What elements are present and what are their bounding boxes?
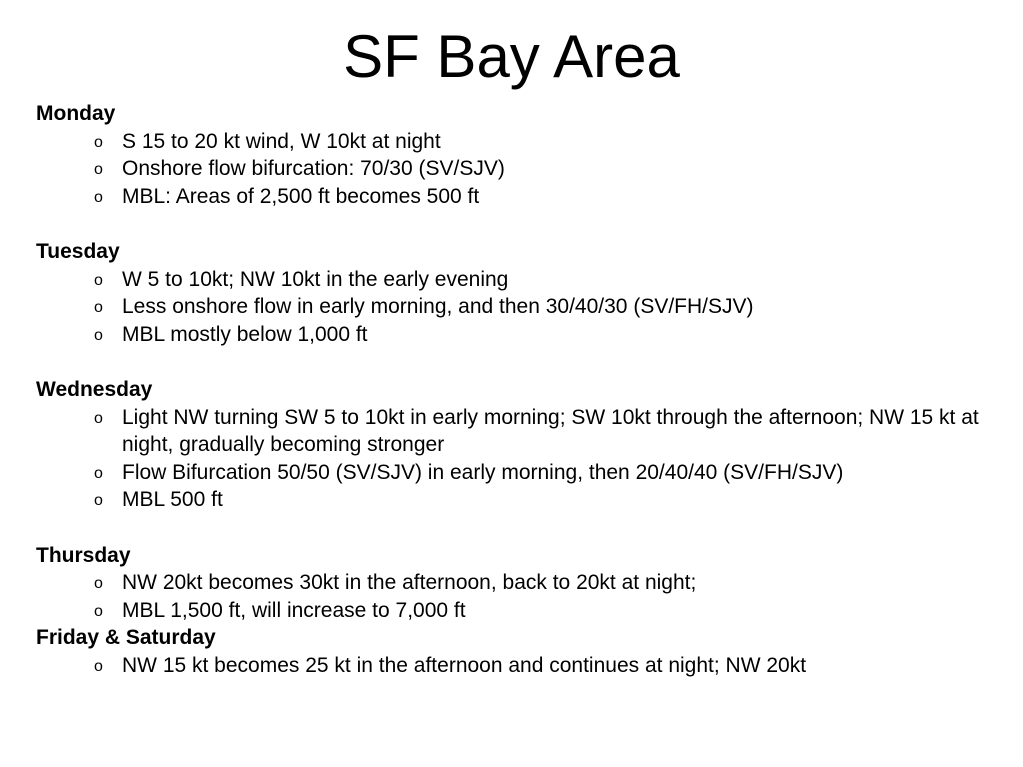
day-block-tuesday	[36, 238, 996, 348]
list-item	[36, 404, 996, 459]
slide-title: SF Bay Area	[343, 23, 680, 90]
forecast-content	[36, 100, 996, 679]
bullet-list	[36, 569, 996, 624]
list-item-text: NW 20kt becomes 30kt in the afternoon, back to 20kt at night;	[122, 571, 697, 595]
bullet-list	[36, 266, 996, 349]
list-item-text: MBL 1,500 ft, will increase to 7,000 ft	[122, 598, 466, 622]
list-item-text: NW 15 kt becomes 25 kt in the afternoon and continues at night; NW 20kt	[122, 653, 807, 677]
day-heading: Tuesday	[36, 239, 120, 263]
list-item-text: Light NW turning SW 5 to 10kt in early morning; SW 10kt through the afternoon; NW 15 kt at night, gradually becoming stronger	[122, 405, 979, 457]
list-item	[36, 128, 996, 156]
day-block-monday	[36, 100, 996, 210]
list-item-text: W 5 to 10kt; NW 10kt in the early evening	[122, 267, 509, 291]
day-heading: Thursday	[36, 543, 131, 567]
day-block-friday-saturday	[36, 624, 996, 679]
list-item	[36, 486, 996, 514]
bullet-icon: o	[94, 271, 103, 289]
bullet-icon: o	[94, 161, 103, 179]
day-block-thursday	[36, 542, 996, 625]
list-item	[36, 321, 996, 349]
list-item	[36, 155, 996, 183]
list-item	[36, 266, 996, 294]
section-spacer	[36, 348, 996, 376]
day-heading: Monday	[36, 102, 116, 125]
bullet-icon: o	[94, 492, 103, 510]
bullet-icon: o	[94, 188, 103, 206]
day-heading: Friday & Saturday	[36, 626, 216, 650]
list-item	[36, 293, 996, 321]
bullet-icon: o	[94, 575, 103, 593]
bullet-icon: o	[94, 657, 103, 675]
bullet-list	[36, 128, 996, 211]
section-spacer	[36, 514, 996, 542]
list-item-text: Less onshore flow in early morning, and then 30/40/30 (SV/FH/SJV)	[122, 295, 754, 319]
bullet-icon: o	[94, 326, 103, 344]
list-item-text: S 15 to 20 kt wind, W 10kt at night	[122, 129, 441, 153]
day-block-wednesday	[36, 376, 996, 514]
list-item-text: MBL 500 ft	[122, 488, 223, 512]
list-item-text: Flow Bifurcation 50/50 (SV/SJV) in early morning, then 20/40/40 (SV/FH/SJV)	[122, 460, 844, 484]
bullet-list	[36, 404, 996, 514]
list-item	[36, 652, 996, 680]
bullet-list	[36, 652, 996, 680]
bullet-icon: o	[94, 464, 103, 482]
list-item	[36, 459, 996, 487]
bullet-icon: o	[94, 299, 103, 317]
bullet-icon: o	[94, 133, 103, 151]
list-item-text: MBL mostly below 1,000 ft	[122, 322, 368, 346]
bullet-icon: o	[94, 409, 103, 427]
day-heading: Wednesday	[36, 377, 153, 401]
bullet-icon: o	[94, 602, 103, 620]
list-item	[36, 597, 996, 625]
list-item	[36, 569, 996, 597]
list-item	[36, 183, 996, 211]
list-item-text: Onshore flow bifurcation: 70/30 (SV/SJV)	[122, 157, 505, 181]
list-item-text: MBL: Areas of 2,500 ft becomes 500 ft	[122, 184, 480, 208]
section-spacer	[36, 210, 996, 238]
